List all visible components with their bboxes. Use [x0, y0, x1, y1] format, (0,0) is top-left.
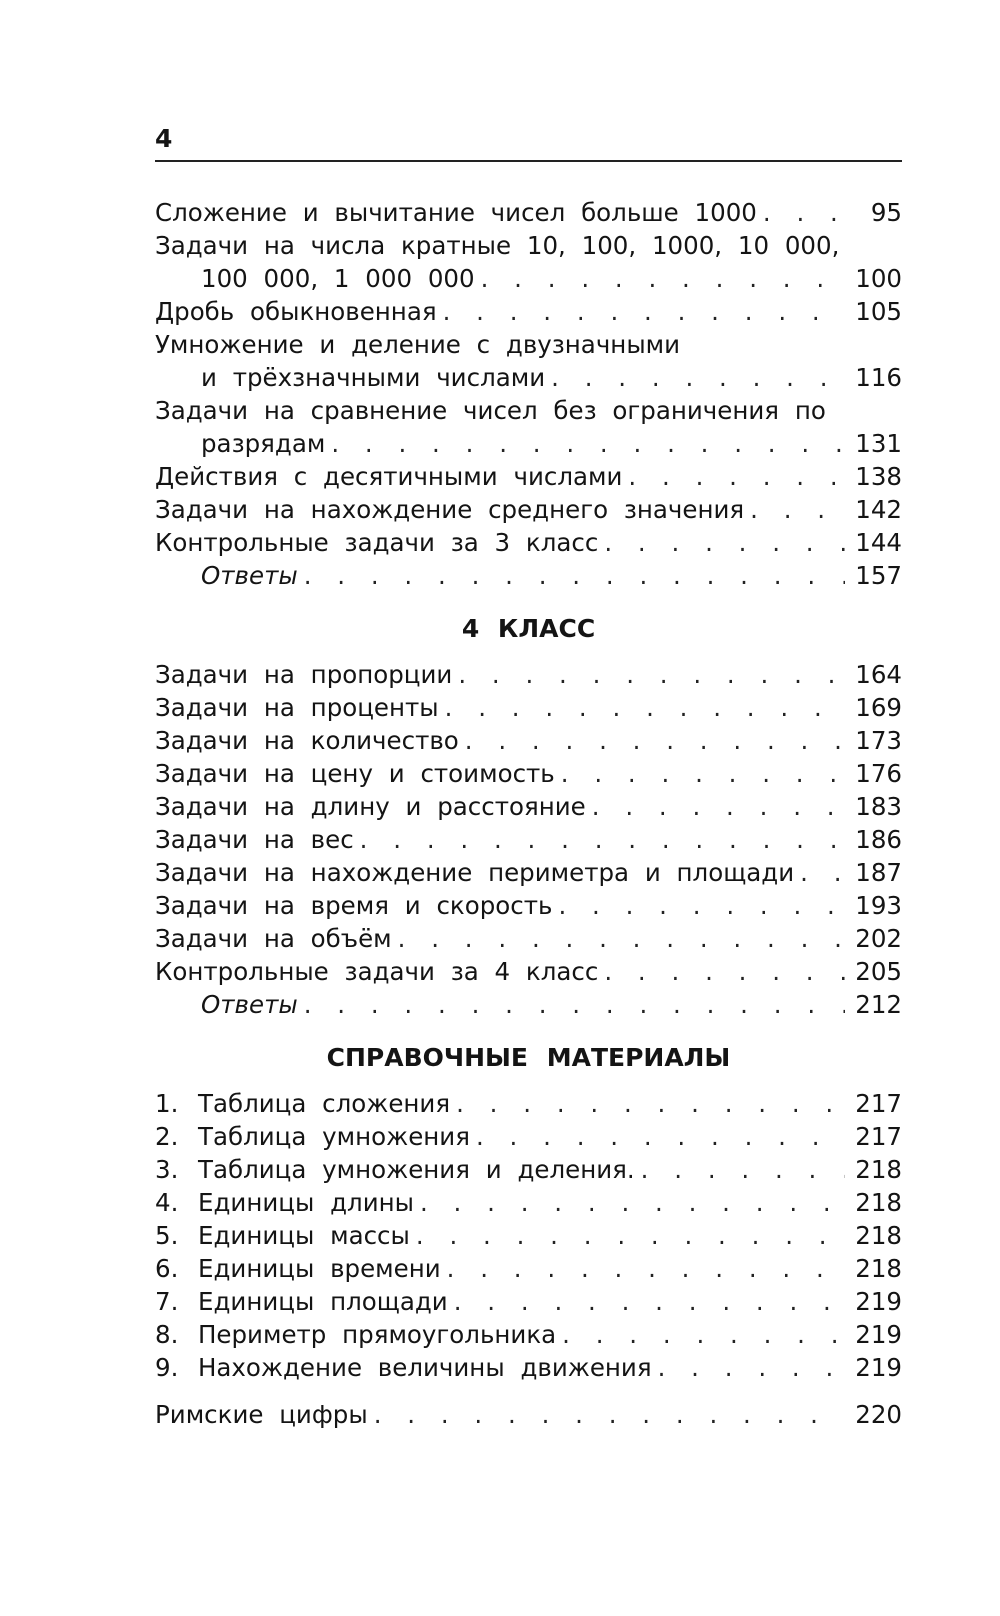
- leader-dots: [454, 1285, 846, 1318]
- toc-entry-number: 6.: [155, 1254, 179, 1283]
- toc-entry-title: Задачи на числа кратные 10, 100, 1000, 10 000,: [155, 231, 840, 260]
- toc-entry-number: 8.: [155, 1320, 179, 1349]
- toc-entry-text: Таблица умножения и деления.: [198, 1155, 635, 1184]
- toc-entry-title: Задачи на количество: [155, 726, 459, 755]
- toc-entry-page: 187: [855, 858, 902, 887]
- toc-entry-page: 157: [855, 561, 902, 590]
- toc-entry-text: Периметр прямоугольника: [198, 1320, 557, 1349]
- toc-entry-page: 169: [855, 693, 902, 722]
- toc-entry-number: 5.: [155, 1221, 179, 1250]
- leader-dots: [476, 1120, 845, 1153]
- toc-entry[interactable]: [155, 196, 902, 229]
- toc-entry[interactable]: [155, 1285, 902, 1318]
- toc-entry[interactable]: [155, 1351, 902, 1384]
- toc-entry-title: [155, 1318, 556, 1351]
- toc-entry[interactable]: [155, 790, 902, 823]
- leader-dots: [465, 724, 845, 757]
- toc-entry-answers[interactable]: [155, 559, 902, 592]
- toc-entry[interactable]: [155, 1120, 902, 1153]
- toc-entry-number: 4.: [155, 1188, 179, 1217]
- toc-entry-page: 218: [855, 1155, 902, 1184]
- toc-entry-page: 164: [855, 660, 902, 689]
- toc-entry-page: 183: [855, 792, 902, 821]
- spacer: [155, 1075, 902, 1087]
- toc-entry-page: 212: [855, 990, 902, 1019]
- toc-entry-text: Таблица умножения: [198, 1122, 470, 1151]
- leader-dots: [443, 295, 846, 328]
- header-rule: [155, 160, 902, 162]
- toc-entry[interactable]: [155, 394, 902, 427]
- toc-entry-title: Задачи на нахождение периметра и площади: [155, 858, 795, 887]
- toc-entry-title: Действия с десятичными числами: [155, 462, 623, 491]
- toc-entry[interactable]: [155, 658, 902, 691]
- toc-entry-title: Сложение и вычитание чисел больше 1000: [155, 198, 757, 227]
- toc-entry-title: Задачи на время и скорость: [155, 891, 553, 920]
- toc-entry-continuation[interactable]: [155, 361, 902, 394]
- toc-entry-page: 220: [855, 1400, 902, 1429]
- toc-entry-title-cont: разрядам: [201, 429, 326, 458]
- toc-entry-answers[interactable]: [155, 988, 902, 1021]
- toc-entry[interactable]: [155, 1186, 902, 1219]
- toc-entry-number: 2.: [155, 1122, 179, 1151]
- leader-dots: [562, 1318, 845, 1351]
- toc-entry-page: 217: [855, 1089, 902, 1118]
- toc-entry-page: 219: [855, 1353, 902, 1382]
- section-heading-grade4: 4 КЛАСС: [461, 614, 596, 643]
- toc-entry-page: 100: [855, 264, 902, 293]
- toc-entry-title: Дробь обыкновенная: [155, 297, 437, 326]
- leader-dots: [628, 460, 845, 493]
- toc-entry-page: 144: [855, 528, 902, 557]
- toc-entry-page: 193: [855, 891, 902, 920]
- toc-entry[interactable]: [155, 1252, 902, 1285]
- leader-dots: [763, 196, 861, 229]
- toc-entry-text: Единицы массы: [198, 1221, 410, 1250]
- toc-entry[interactable]: [155, 1219, 902, 1252]
- toc-entry[interactable]: [155, 922, 902, 955]
- toc-entry[interactable]: [155, 757, 902, 790]
- toc-entry[interactable]: [155, 856, 902, 889]
- toc-entry-continuation[interactable]: [155, 427, 902, 460]
- toc-entry-text: Единицы длины: [198, 1188, 414, 1217]
- toc-entry-text: Единицы площади: [198, 1287, 448, 1316]
- toc-entry-page: 186: [855, 825, 902, 854]
- section-heading-reference: СПРАВОЧНЫЕ МАТЕРИАЛЫ: [326, 1043, 731, 1072]
- toc-entry-text: Нахождение величины движения: [198, 1353, 652, 1382]
- toc-entry-title: Контрольные задачи за 3 класс: [155, 528, 599, 557]
- leader-dots: [456, 1087, 845, 1120]
- toc-entry[interactable]: [155, 889, 902, 922]
- toc-entry-title: Задачи на объём: [155, 924, 392, 953]
- toc-entry-title: Задачи на длину и расстояние: [155, 792, 586, 821]
- leader-dots: [304, 988, 846, 1021]
- leader-dots: [458, 658, 845, 691]
- leader-dots: [800, 856, 845, 889]
- toc-entry-continuation[interactable]: [155, 262, 902, 295]
- toc-entry-title: Ответы: [201, 990, 298, 1019]
- toc-entry-title: Римские цифры: [155, 1400, 368, 1429]
- toc-entry-page: 138: [855, 462, 902, 491]
- toc-entry-title: [155, 1153, 635, 1186]
- toc-entry[interactable]: [155, 724, 902, 757]
- spacer: [155, 592, 902, 612]
- leader-dots: [374, 1398, 846, 1431]
- leader-dots: [331, 427, 845, 460]
- toc-entry[interactable]: [155, 1153, 902, 1186]
- leader-dots: [360, 823, 846, 856]
- leader-dots: [420, 1186, 845, 1219]
- spacer: [155, 1021, 902, 1041]
- toc-entry-title: Задачи на сравнение чисел без ограничения по: [155, 396, 826, 425]
- toc-entry[interactable]: [155, 823, 902, 856]
- toc-entry[interactable]: [155, 526, 902, 559]
- toc-entry-title: Контрольные задачи за 4 класс: [155, 957, 599, 986]
- toc-entry-title: Ответы: [201, 561, 298, 590]
- toc-entry-title: [155, 1087, 450, 1120]
- toc-entry[interactable]: [155, 328, 902, 361]
- toc-entry[interactable]: [155, 1087, 902, 1120]
- toc-entry-title: Задачи на проценты: [155, 693, 439, 722]
- toc-entry-title: Задачи на цену и стоимость: [155, 759, 555, 788]
- toc-entry-page: 202: [855, 924, 902, 953]
- leader-dots: [750, 493, 845, 526]
- toc-entry-title: [155, 1351, 652, 1384]
- page-number: 4: [155, 124, 173, 153]
- leader-dots: [447, 1252, 846, 1285]
- toc-entry-page: 219: [855, 1320, 902, 1349]
- toc-entry[interactable]: [155, 295, 902, 328]
- toc-entry-title: [155, 1120, 470, 1153]
- toc-entry-title: [155, 1252, 441, 1285]
- leader-dots: [561, 757, 845, 790]
- leader-dots: [445, 691, 846, 724]
- spacer: [155, 1384, 902, 1398]
- toc-entry[interactable]: [155, 460, 902, 493]
- toc-entry[interactable]: [155, 493, 902, 526]
- leader-dots: [604, 526, 845, 559]
- toc-entry-page: 142: [855, 495, 902, 524]
- toc-entry-number: 9.: [155, 1353, 179, 1382]
- toc-entry-page: 95: [870, 198, 902, 227]
- leader-dots: [558, 889, 845, 922]
- leader-dots: [592, 790, 845, 823]
- toc-entry-title: [155, 1285, 448, 1318]
- toc-entry-roman[interactable]: [155, 1398, 902, 1431]
- toc-entry-page: 116: [855, 363, 902, 392]
- toc-entry-page: 218: [855, 1188, 902, 1217]
- toc-entry-page: 176: [855, 759, 902, 788]
- toc-entry-title: [155, 1186, 414, 1219]
- toc-entry-title: [155, 1219, 410, 1252]
- toc-entry[interactable]: [155, 955, 902, 988]
- toc-entry-text: Таблица сложения: [198, 1089, 451, 1118]
- toc-entry-page: 217: [855, 1122, 902, 1151]
- toc-entry[interactable]: [155, 1318, 902, 1351]
- leader-dots: [304, 559, 846, 592]
- toc-entry-title-cont: 100 000, 1 000 000: [201, 264, 475, 293]
- toc-entry-number: 1.: [155, 1089, 179, 1118]
- leader-dots: [551, 361, 845, 394]
- toc-entry-title: Задачи на пропорции: [155, 660, 453, 689]
- leader-dots: [481, 262, 846, 295]
- toc-entry-text: Единицы времени: [198, 1254, 441, 1283]
- leader-dots: [604, 955, 845, 988]
- toc-entry[interactable]: [155, 691, 902, 724]
- toc-entry-page: 131: [855, 429, 902, 458]
- toc-entry-page: 173: [855, 726, 902, 755]
- table-of-contents: [155, 196, 902, 1431]
- toc-entry-title: Задачи на вес: [155, 825, 354, 854]
- toc-entry-page: 218: [855, 1254, 902, 1283]
- leader-dots: [398, 922, 846, 955]
- toc-entry-page: 105: [855, 297, 902, 326]
- leader-dots: [416, 1219, 845, 1252]
- toc-entry-title: Умножение и деление с двузначными: [155, 330, 681, 359]
- toc-entry-page: 218: [855, 1221, 902, 1250]
- toc-entry-number: 3.: [155, 1155, 179, 1184]
- leader-dots: [658, 1351, 846, 1384]
- toc-entry-title: Задачи на нахождение среднего значения: [155, 495, 745, 524]
- spacer: [155, 646, 902, 658]
- toc-entry-page: 205: [855, 957, 902, 986]
- toc-entry-page: 219: [855, 1287, 902, 1316]
- toc-entry-title-cont: и трёхзначными числами: [201, 363, 546, 392]
- toc-entry[interactable]: [155, 229, 902, 262]
- leader-dots: [641, 1153, 846, 1186]
- toc-entry-number: 7.: [155, 1287, 179, 1316]
